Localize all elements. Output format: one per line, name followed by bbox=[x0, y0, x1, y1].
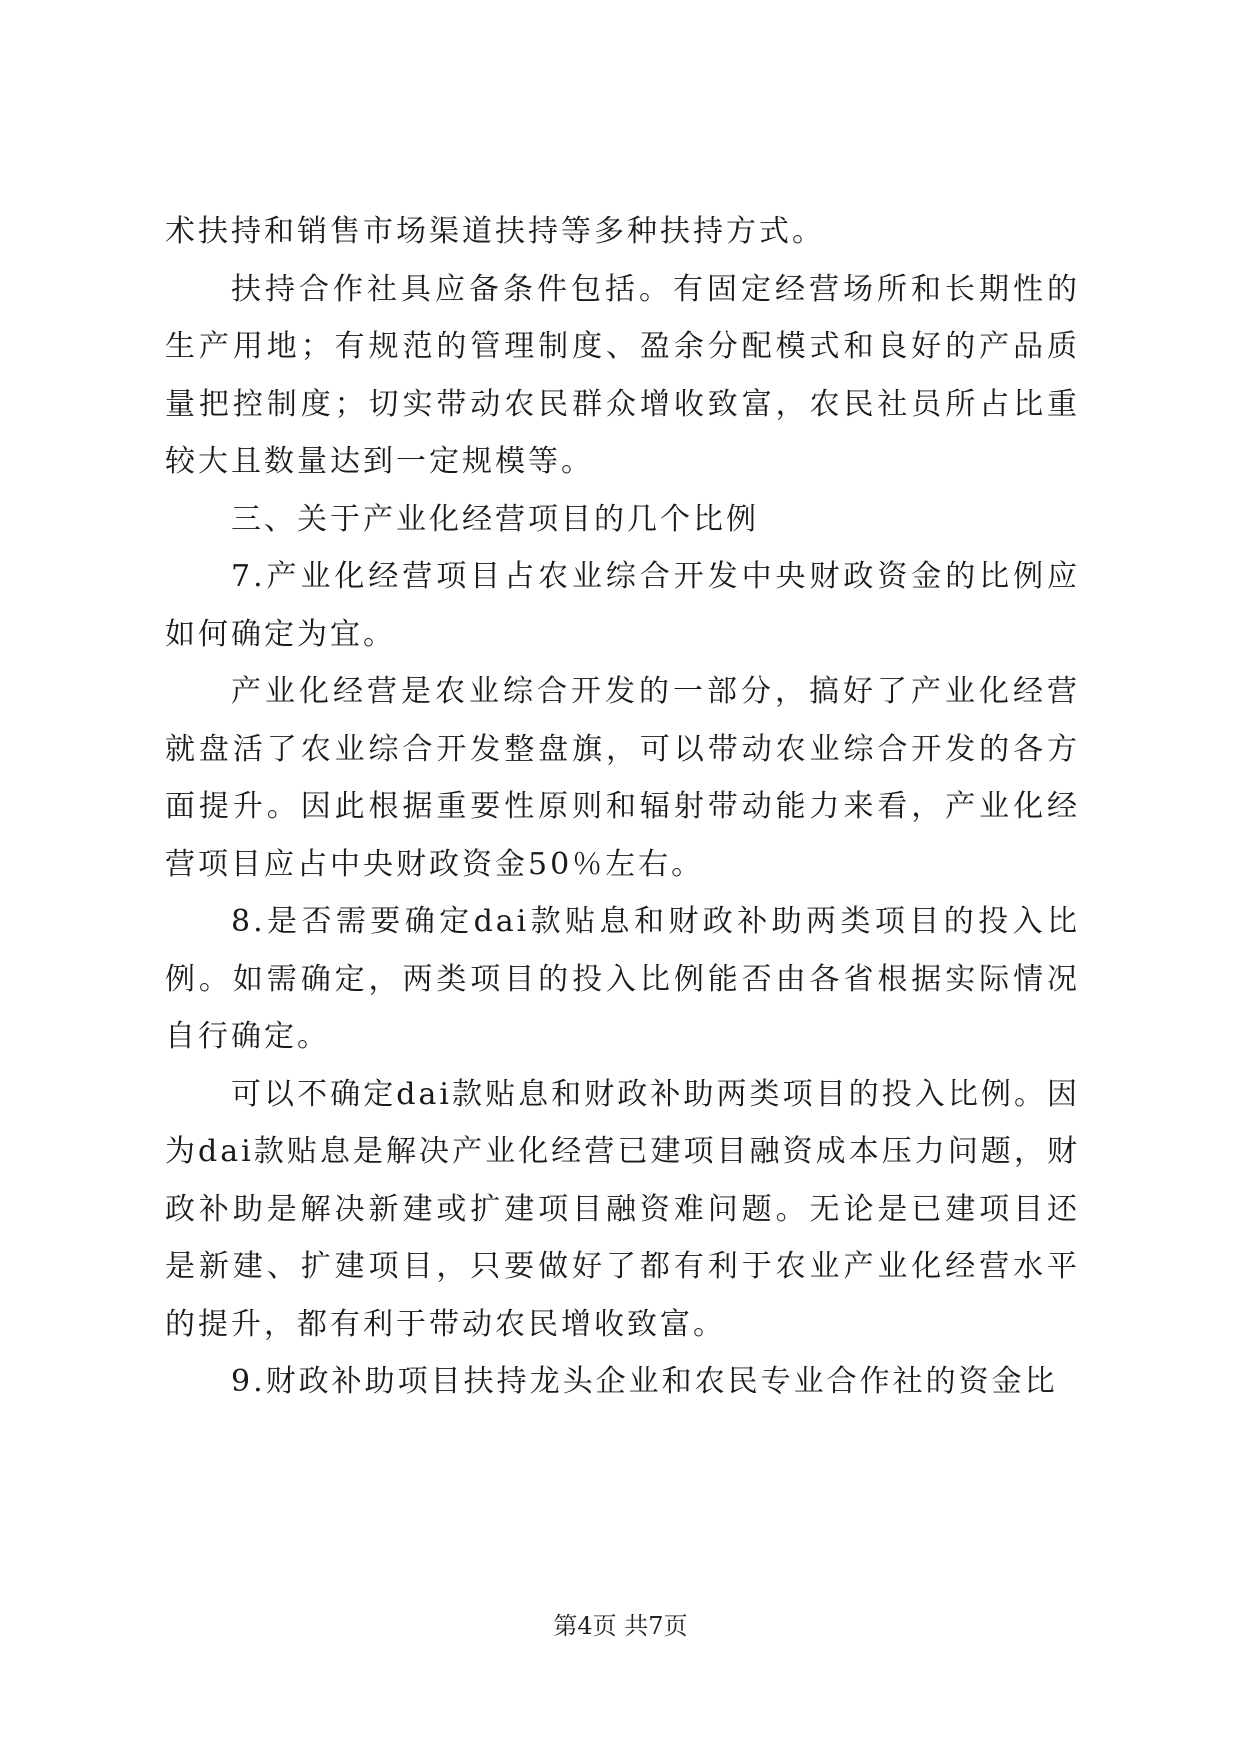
paragraph-2: 扶持合作社具应备条件包括。有固定经营场所和长期性的生产用地；有规范的管理制度、盈余分配模式和良好的产品质量把控制度；切实带动农民群众增收致富，农民社员所占比重较大且数量达到一定规模等。 bbox=[165, 271, 1080, 479]
question-7: 7.产业化经营项目占农业综合开发中央财政资金的比例应如何确定为宜。 bbox=[165, 559, 1080, 652]
paragraph-1: 术扶持和销售市场渠道扶持等多种扶持方式。 bbox=[165, 214, 825, 249]
document-body bbox=[165, 203, 1080, 1411]
page-footer: 第4页 共7页 bbox=[553, 1612, 688, 1640]
section-heading: 三、关于产业化经营项目的几个比例 bbox=[231, 501, 759, 537]
question-9: 9.财政补助项目扶持龙头企业和农民专业合作社的资金比 bbox=[231, 1364, 1058, 1399]
question-8: 8.是否需要确定dai款贴息和财政补助两类项目的投入比例。如需确定，两类项目的投入比例能否由各省根据实际情况自行确定。 bbox=[165, 904, 1080, 1054]
answer-8: 可以不确定dai款贴息和财政补助两类项目的投入比例。因为dai款贴息是解决产业化经营已建项目融资成本压力问题，财政补助是解决新建或扩建项目融资难问题。无论是已建项目还是新建、扩建项目，只要做好了都有利于农业产业化经营水平的提升，都有利于带动农民增收致富。 bbox=[165, 1076, 1080, 1342]
answer-7: 产业化经营是农业综合开发的一部分，搞好了产业化经营就盘活了农业综合开发整盘旗，可以带动农业综合开发的各方面提升。因此根据重要性原则和辐射带动能力来看，产业化经营项目应占中央财政资金50％左右。 bbox=[165, 674, 1080, 882]
